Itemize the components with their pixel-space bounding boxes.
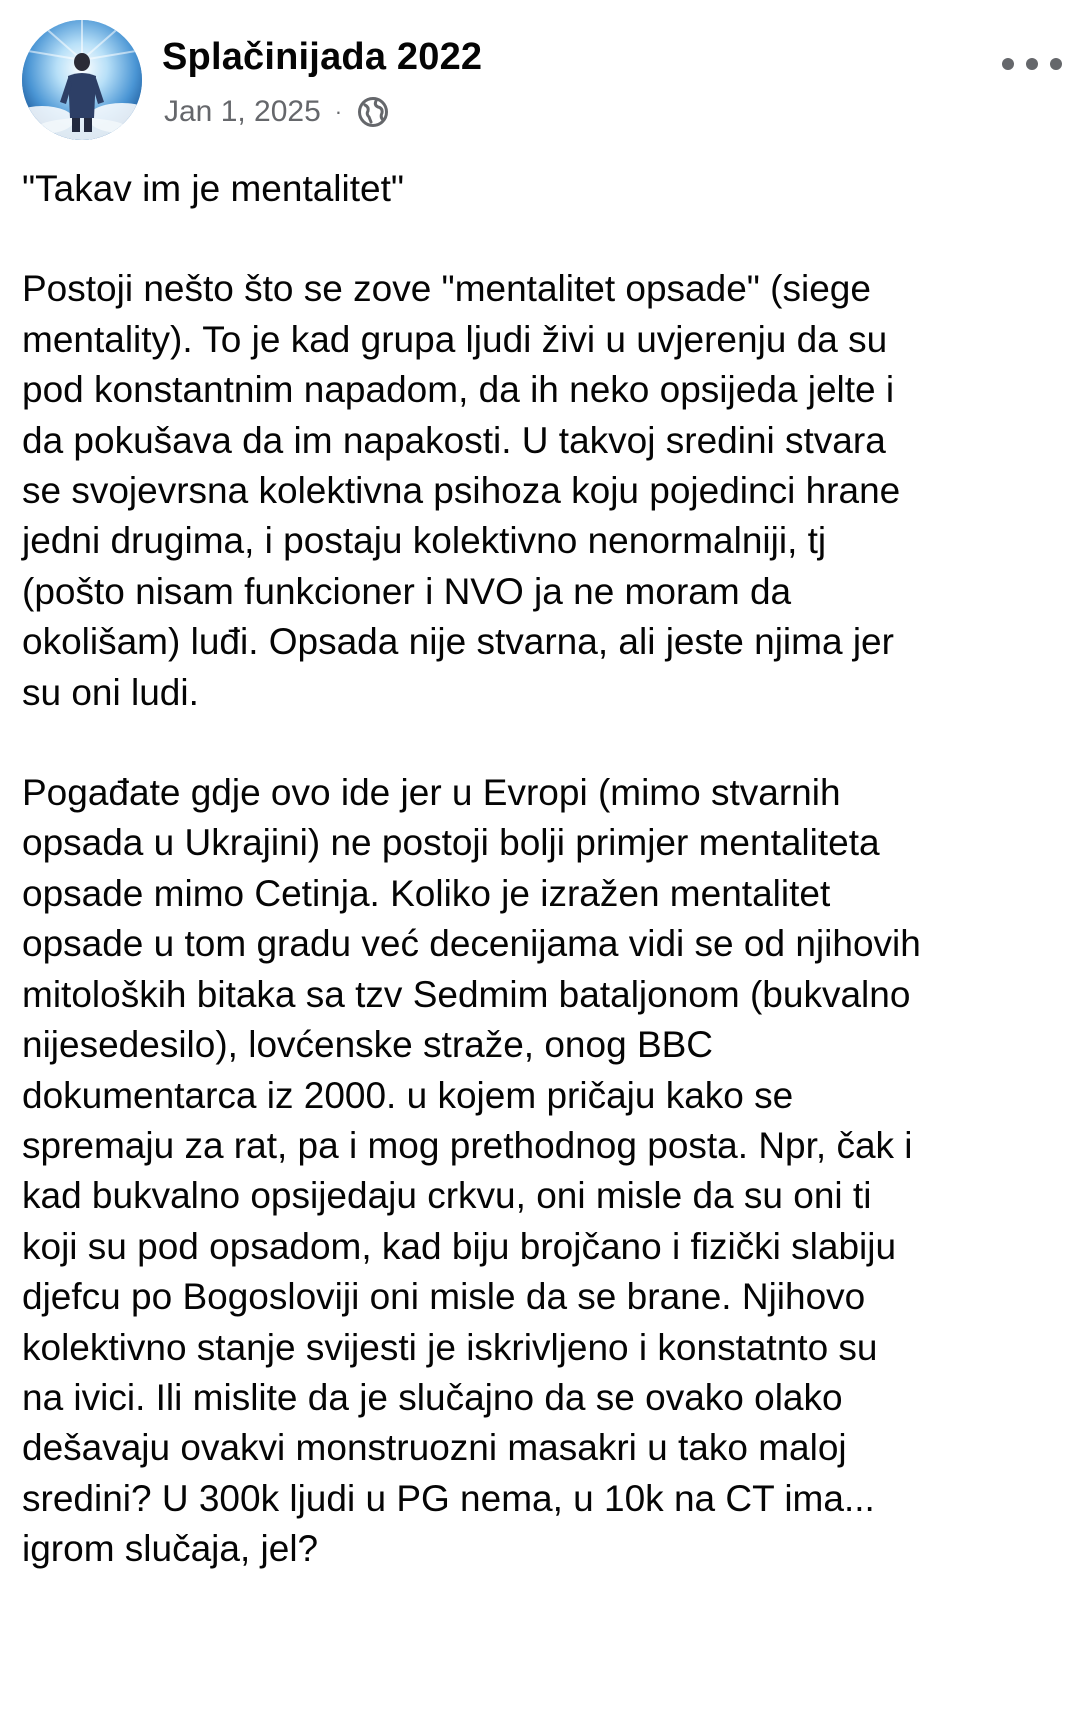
avatar[interactable] (22, 20, 142, 140)
post-paragraph: "Takav im je mentalitet" (22, 168, 405, 209)
meta-separator: · (334, 99, 343, 124)
avatar-image (22, 20, 142, 140)
post-header (22, 20, 1062, 140)
globe-icon[interactable] (356, 95, 390, 129)
post-body (22, 164, 1062, 1575)
more-options-icon[interactable] (1002, 46, 1062, 82)
more-dot (1050, 58, 1062, 70)
post-meta (164, 92, 390, 132)
more-dot (1026, 58, 1038, 70)
post-paragraph: Pogađate gdje ovo ide jer u Evropi (mimo stvarnih opsada u Ukrajini) ne postoji bolji primjer mentaliteta opsade mimo Cetinja. Koliko je izražen mentalitet opsade u tom gradu već decenijama vidi se od njihovih mitoloških bitaka sa tzv Sedmim bataljonom (bukvalno nijesedesilo), lovćenske straže, onog BBC dokumentarca iz 2000. u kojem pričaju kako se spremaju za rat, pa i mog prethodnog posta. Npr, čak i kad bukvalno opsijedaju crkvu, oni misle da su oni ti koji su pod opsadom, kad biju brojčano i fizički slabiju djefcu po Bogosloviji oni misle da se brane. Njihovo kolektivno stanje svijesti je iskrivljeno i konstatnto su na ivici. Ili mislite da je slučajno da se ovako olako dešavaju ovakvi monstruozni masakri u tako maloj sredini? U 300k ljudi u PG nema, u 10k na CT ima... igrom slučaja, jel? (22, 772, 921, 1570)
author-name[interactable]: Splačinijada 2022 (162, 36, 483, 78)
post-paragraph: Postoji nešto što se zove "mentalitet opsade" (siege mentality). To je kad grupa ljudi živi u uvjerenju da su pod konstantnim napadom, da ih neko opsijeda jelte i da pokušava da im napakosti. U takvoj sredini stvara se svojevrsna kolektivna psihoza koju pojedinci hrane jedni drugima, i postaju kolektivno nenormalniji, tj (pošto nisam funkcioner i NVO ja ne moram da okolišam) luđi. Opsada nije stvarna, ali jeste njima jer su oni ludi. (22, 268, 901, 713)
post-date[interactable]: Jan 1, 2025 (164, 95, 321, 128)
more-dot (1002, 58, 1014, 70)
